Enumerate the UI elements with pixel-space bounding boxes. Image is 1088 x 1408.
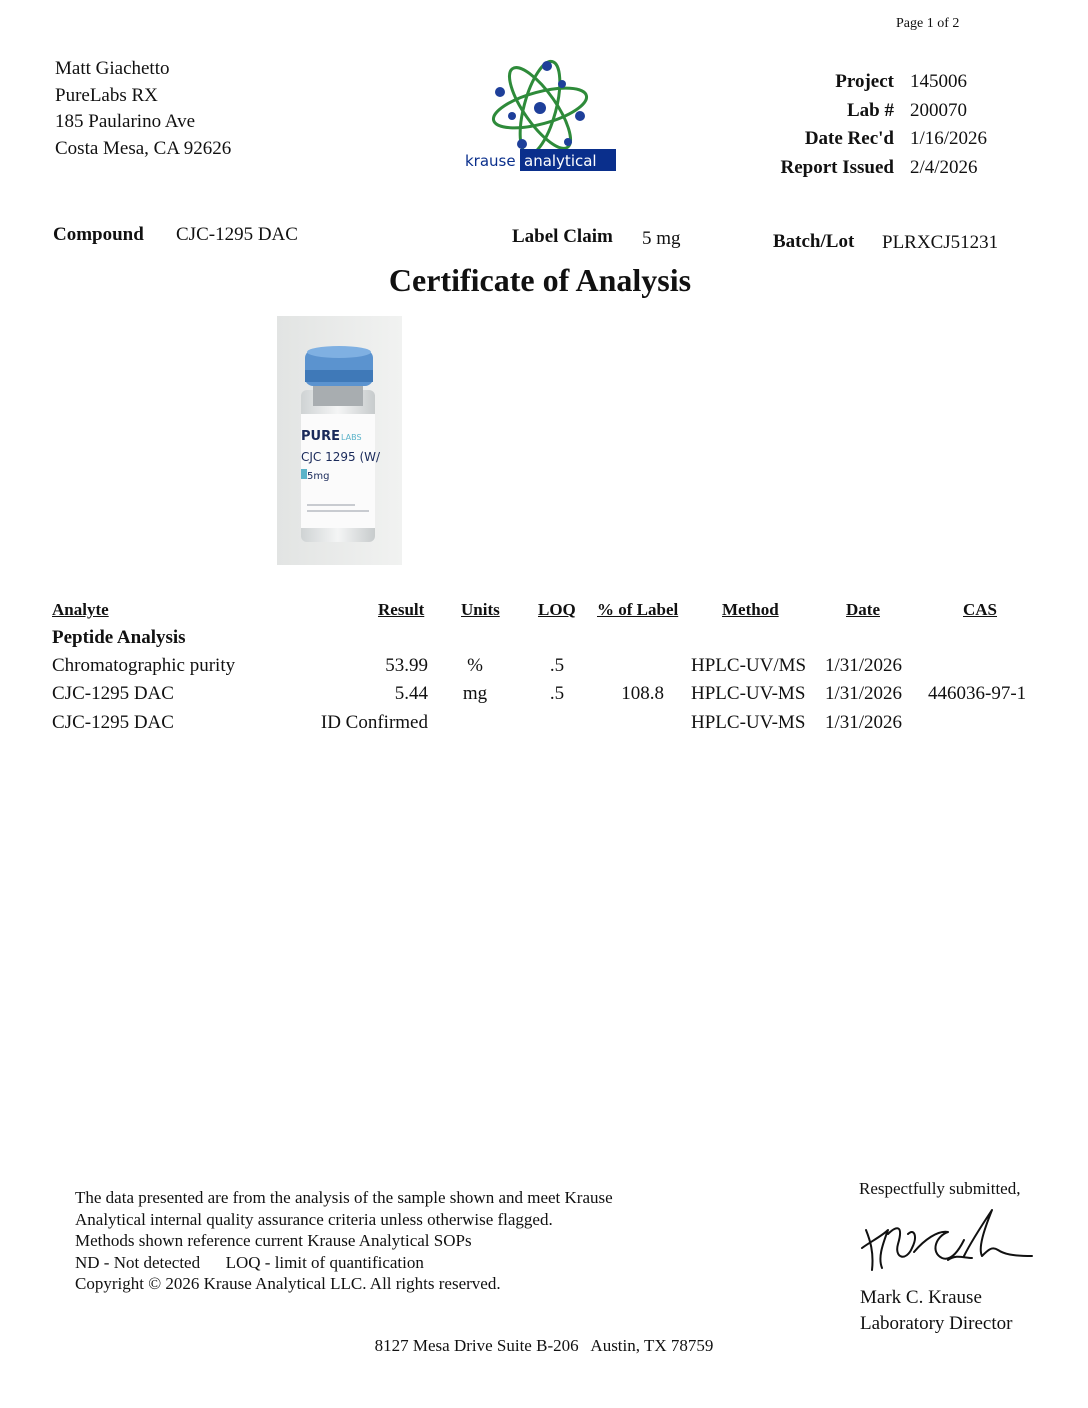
col-header-date: Date bbox=[846, 600, 880, 619]
cell-analyte: CJC-1295 DAC bbox=[52, 683, 174, 704]
photo-dose: 5mg bbox=[307, 471, 330, 482]
batch-lot-value: PLRXCJ51231 bbox=[882, 232, 999, 253]
report-issued-label: Report Issued bbox=[780, 156, 894, 178]
project-label: Project bbox=[835, 71, 894, 92]
signature-image bbox=[852, 1200, 1042, 1282]
cell-analyte: Chromatographic purity bbox=[52, 655, 236, 676]
cell-units: % bbox=[467, 655, 483, 676]
sample-photo bbox=[277, 316, 402, 565]
cell-result: 5.44 bbox=[394, 683, 428, 704]
cell-date: 1/31/2026 bbox=[825, 655, 903, 676]
cell-method: HPLC-UV-MS bbox=[691, 683, 806, 704]
photo-brand-pure: PURE bbox=[301, 429, 340, 444]
client-street: 185 Paularino Ave bbox=[55, 111, 196, 132]
page-number: Page 1 of 2 bbox=[896, 16, 960, 31]
client-address bbox=[55, 56, 231, 162]
client-company: PureLabs RX bbox=[55, 84, 158, 106]
col-header-units: Units bbox=[461, 600, 500, 619]
date-received-value: 1/16/2026 bbox=[910, 128, 988, 149]
cell-cas: 446036-97-1 bbox=[928, 683, 1027, 704]
lab-number-value: 200070 bbox=[910, 99, 967, 121]
client-name: Matt Giachetto bbox=[55, 58, 170, 79]
footer-notes bbox=[75, 1187, 613, 1295]
lab-address: 8127 Mesa Drive Suite B-206 Austin, TX 78759 bbox=[374, 1336, 714, 1355]
col-header-result: Result bbox=[378, 600, 425, 619]
report-issued-value: 2/4/2026 bbox=[910, 156, 978, 178]
cell-method: HPLC-UV-MS bbox=[691, 712, 806, 733]
document-title: Certificate of Analysis bbox=[388, 262, 692, 298]
cell-percent-of-label: 108.8 bbox=[621, 683, 664, 704]
signer-block bbox=[860, 1285, 1012, 1337]
client-city: Costa Mesa, CA 92626 bbox=[55, 137, 232, 159]
photo-product-name: CJC 1295 (W/ bbox=[301, 450, 381, 464]
footer-note: The data presented are from the analysis of the sample shown and meet Krause bbox=[75, 1188, 613, 1207]
cell-result: ID Confirmed bbox=[320, 712, 428, 733]
cell-loq: .5 bbox=[549, 655, 565, 676]
footer-note: ND - Not detected LOQ - limit of quantification bbox=[75, 1252, 424, 1272]
label-claim-label: Label Claim bbox=[512, 226, 613, 247]
compound-value: CJC-1295 DAC bbox=[176, 224, 298, 245]
compound-label: Compound bbox=[53, 224, 144, 245]
col-header-loq: LOQ bbox=[538, 600, 576, 619]
signer-title: Laboratory Director bbox=[860, 1313, 1013, 1334]
cell-result: 53.99 bbox=[385, 655, 428, 676]
cell-date: 1/31/2026 bbox=[825, 712, 903, 733]
cell-method: HPLC-UV/MS bbox=[691, 655, 807, 676]
batch-lot-label: Batch/Lot bbox=[773, 231, 855, 252]
section-peptide-analysis: Peptide Analysis bbox=[52, 627, 186, 648]
col-header-percent-of-label: % of Label bbox=[597, 600, 679, 619]
cell-units: mg bbox=[462, 683, 488, 704]
lab-number-label: Lab # bbox=[847, 99, 894, 121]
krause-analytical-logo bbox=[462, 56, 622, 176]
footer-note: Copyright © 2026 Krause Analytical LLC. All rights reserved. bbox=[75, 1274, 501, 1293]
logo-word-analytical: analytical bbox=[524, 152, 597, 170]
cell-analyte: CJC-1295 DAC bbox=[52, 712, 174, 733]
cell-loq: .5 bbox=[549, 683, 565, 704]
col-header-method: Method bbox=[722, 600, 779, 619]
project-value: 145006 bbox=[910, 71, 967, 92]
label-claim-value: 5 mg bbox=[642, 228, 681, 249]
date-received-label: Date Rec'd bbox=[804, 128, 894, 149]
cell-date: 1/31/2026 bbox=[825, 683, 903, 704]
footer-note: Analytical internal quality assurance criteria unless otherwise flagged. bbox=[75, 1209, 553, 1229]
meta-labels bbox=[740, 68, 894, 182]
logo-word-krause: krause bbox=[465, 152, 516, 170]
footer-note: Methods shown reference current Krause Analytical SOPs bbox=[75, 1231, 472, 1250]
meta-values bbox=[910, 68, 987, 182]
respectfully-submitted: Respectfully submitted, bbox=[859, 1179, 1021, 1198]
photo-brand-labs: LABS bbox=[341, 433, 362, 442]
col-header-analyte: Analyte bbox=[52, 600, 109, 619]
signer-name: Mark C. Krause bbox=[860, 1287, 982, 1308]
col-header-cas: CAS bbox=[963, 600, 998, 619]
